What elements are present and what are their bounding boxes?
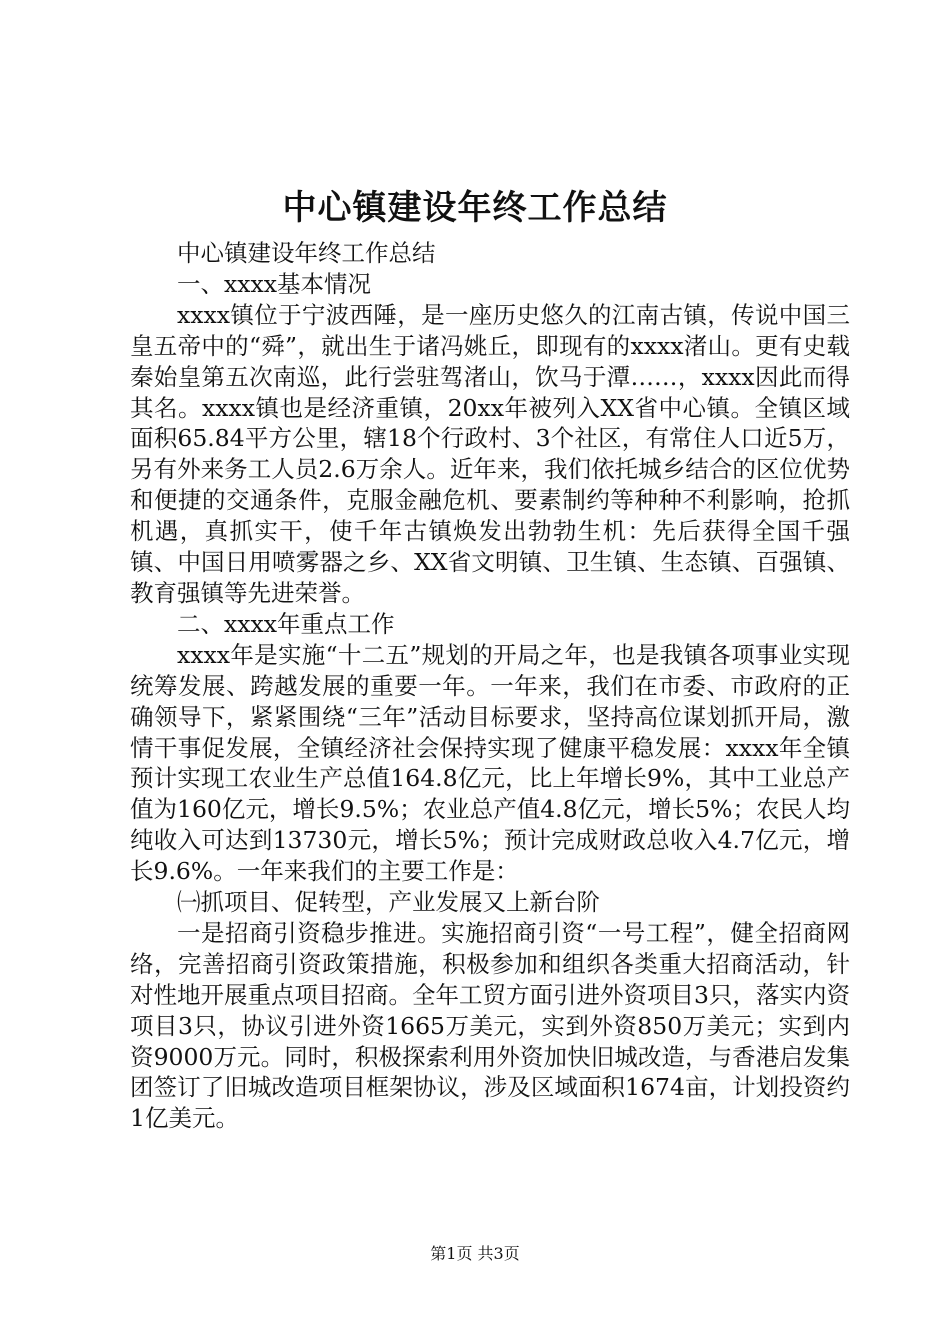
section-heading-basic-info: 一、xxxx基本情况: [177, 269, 372, 298]
subsection-heading-projects: ㈠抓项目、促转型，产业发展又上新台阶: [177, 888, 600, 917]
document-title: 中心镇建设年终工作总结: [282, 188, 668, 228]
document-body: [130, 238, 850, 1134]
paragraph-investment: 一是招商引资稳步推进。实施招商引资“一号工程”，健全招商网络，完善招商引资政策措施，积极参加和组织各类重大招商活动，针对性地开展重点项目招商。全年工贸方面引进外资项目3只，落实内资项目3只，协议引进外资1665万美元，实到外资850万美元；实到内资9000万元。同时，积极探索利用外资加快旧城改造，与香港启发集团签订了旧城改造项目框架协议，涉及区域面积1674亩，计划投资约1亿美元。: [130, 918, 850, 1133]
paragraph-basic-info: xxxx镇位于宁波西陲，是一座历史悠久的江南古镇，传说中国三皇五帝中的“舜”，就出生于诸冯姚丘，即现有的xxxx渚山。更有史载秦始皇第五次南巡，此行尝驻驾渚山，饮马于潭……，xxxx因此而得其名。xxxx镇也是经济重镇，20xx年被列入XX省中心镇。全镇区域面积65.84平方公里，辖18个行政村、3个社区，有常住人口近5万，另有外来务工人员2.6万余人。近年来，我们依托城乡结合的区位优势和便捷的交通条件，克服金融危机、要素制约等种种不利影响，抢抓机遇，真抓实干，使千年古镇焕发出勃勃生机：先后获得全国千强镇、中国日用喷雾器之乡、XX省文明镇、卫生镇、生态镇、百强镇、教育强镇等先进荣誉。: [130, 300, 850, 607]
section-heading-key-work: 二、xxxx年重点工作: [177, 609, 395, 638]
subtitle-paragraph: 中心镇建设年终工作总结: [177, 239, 436, 267]
paragraph-key-work: xxxx年是实施“十二五”规划的开局之年，也是我镇各项事业实现统筹发展、跨越发展的重要一年。一年来，我们在市委、市政府的正确领导下，紧紧围绕“三年”活动目标要求，坚持高位谋划抓开局，激情干事促发展，全镇经济社会保持实现了健康平稳发展：xxxx年全镇预计实现工农业生产总值164.8亿元，比上年增长9%，其中工业总产值为160亿元，增长9.5%；农业总产值4.8亿元，增长5%；农民人均纯收入可达到13730元，增长5%；预计完成财政总收入4.7亿元，增长9.6%。一年来我们的主要工作是：: [130, 640, 850, 886]
page-footer: 第1页 共3页: [430, 1244, 520, 1263]
